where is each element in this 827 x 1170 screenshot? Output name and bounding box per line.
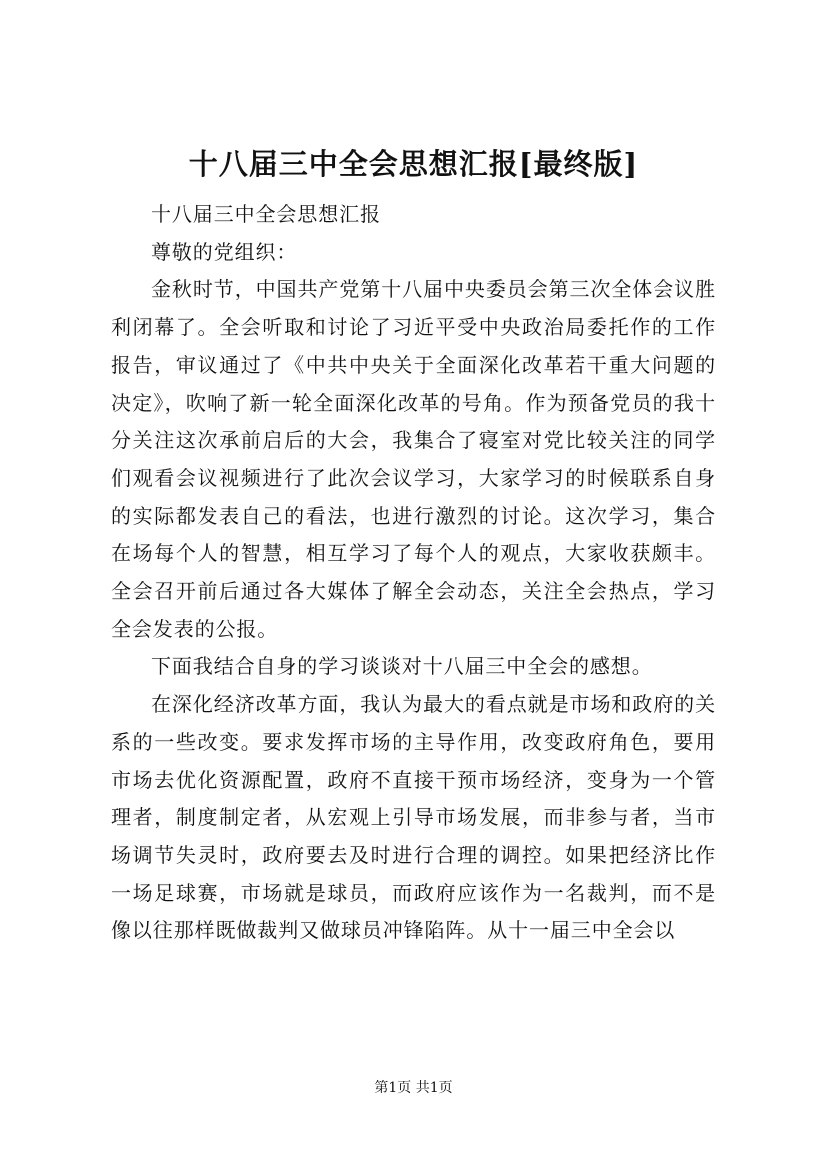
paragraph-transition: 下面我结合自身的学习谈谈对十八届三中全会的感想。	[151, 654, 653, 679]
page-footer: 第1页 共1页	[374, 1080, 453, 1096]
paragraph-heading: 十八届三中全会思想汇报	[151, 202, 381, 226]
document-body	[111, 196, 716, 950]
paragraph-salutation: 尊敬的党组织：	[151, 239, 298, 264]
paragraph-intro: 金秋时节，中国共产党第十八届中央委员会第三次全体会议胜利闭幕了。全会听取和讨论了习近平受中央政治局委托作的工作报告，审议通过了《中共中央关于全面深化改革若干重大问题的决定》，吹响了新一轮全面深化改革的号角。作为预备党员的我十分关注这次承前启后的大会，我集合了寝室对党比较关注的同学们观看会议视频进行了此次会议学习，大家学习的时候联系自身的实际都发表自己的看法，也进行激烈的讨论。这次学习，集合在场每个人的智慧，相互学习了每个人的观点，大家收获颇丰。全会召开前后通过各大媒体了解全会动态，关注全会热点，学习全会发表的公报。	[111, 277, 716, 641]
paragraph-economic-reform: 在深化经济改革方面，我认为最大的看点就是市场和政府的关系的一些改变。要求发挥市场的主导作用，改变政府角色，要用市场去优化资源配置，政府不直接干预市场经济，变身为一个管理者，制度制定者，从宏观上引导市场发展，而非参与者，当市场调节失灵时，政府要去及时进行合理的调控。如果把经济比作一场足球赛，市场就是球员，而政府应该作为一名裁判，而不是像以往那样既做裁判又做球员冲锋陷阵。从十一届三中全会以	[111, 692, 716, 943]
document-title: 十八届三中全会思想汇报[最终版]	[188, 147, 639, 181]
